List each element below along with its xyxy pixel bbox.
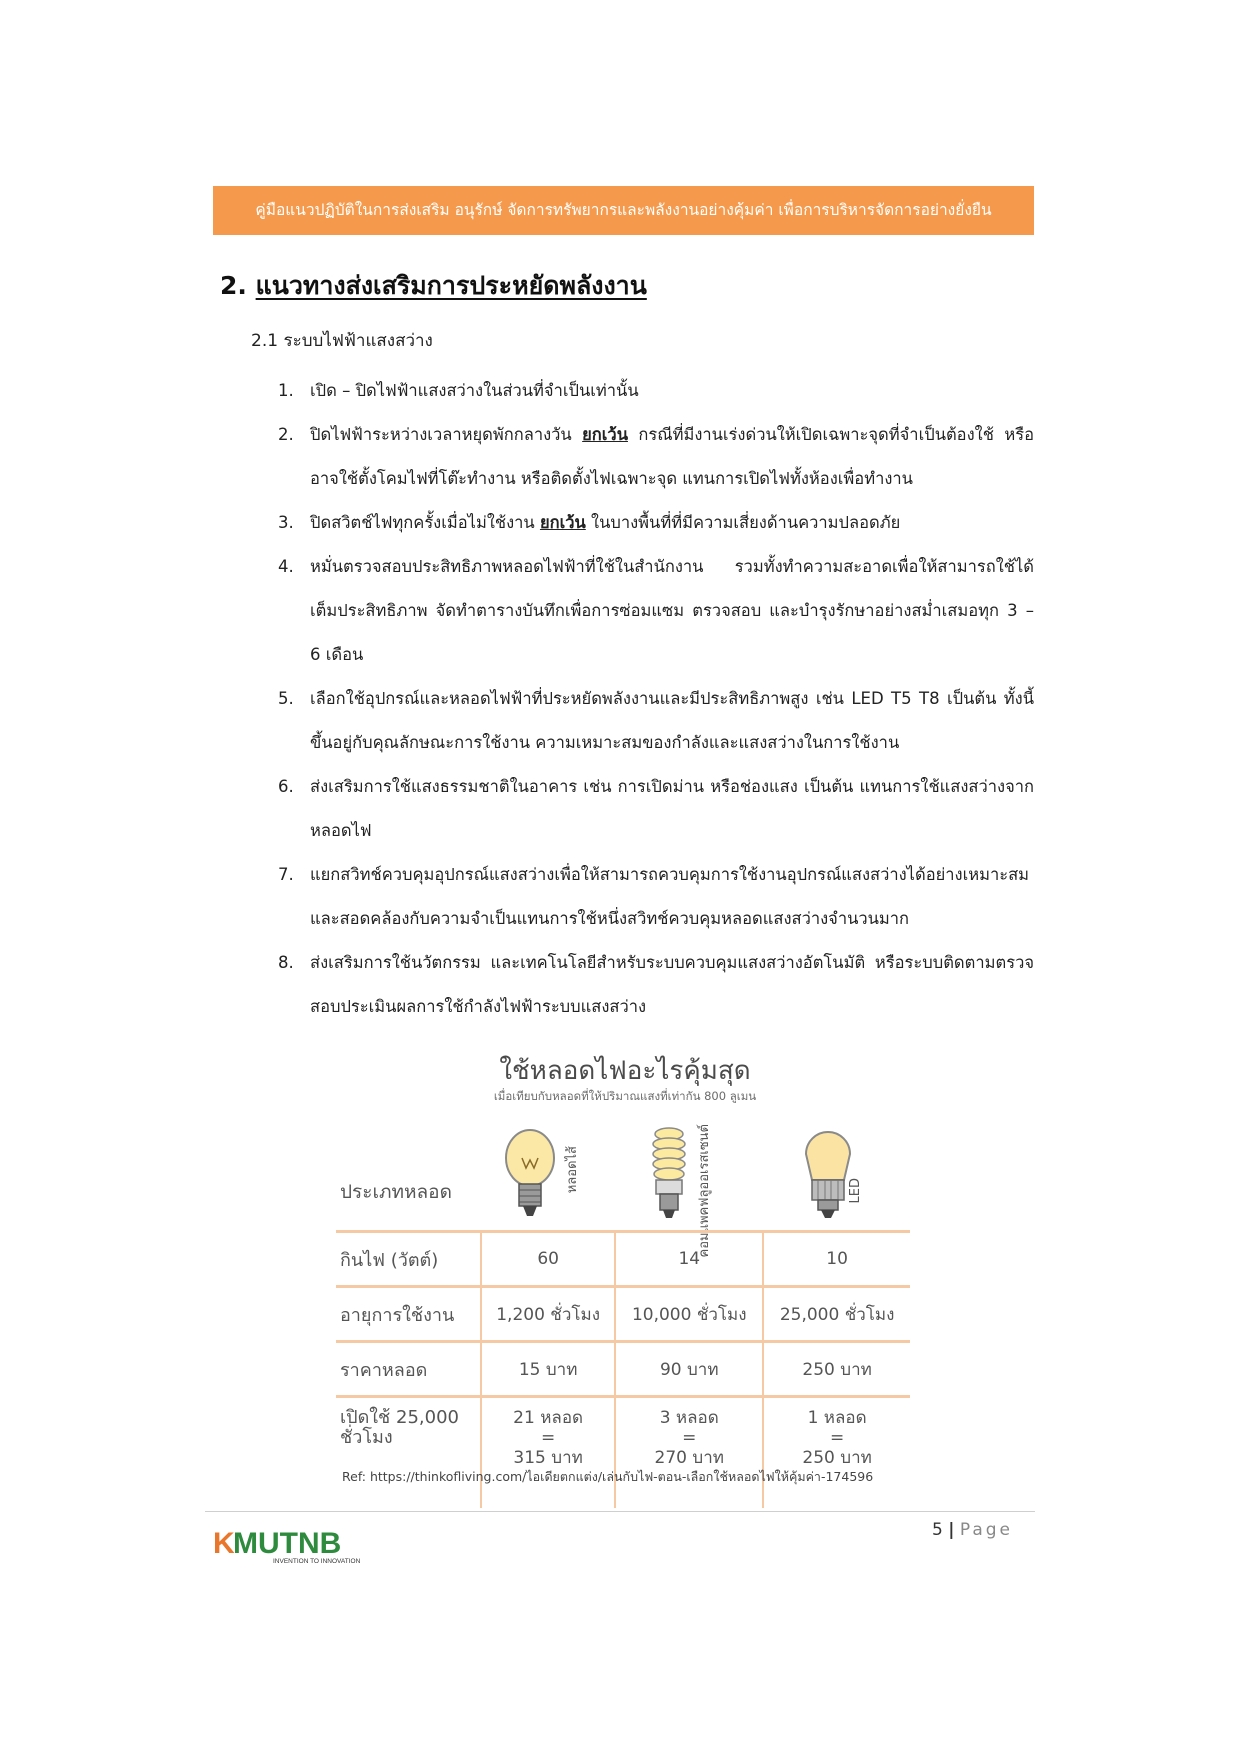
bulb-label-incandescent: หลอดไส้ (565, 1146, 580, 1194)
table-row: อายุการใช้งาน 1,200 ชั่วโมง 10,000 ชั่วโมง 25,000 ชั่วโมง (336, 1287, 910, 1342)
figure-subtitle: เมื่อเทียบกับหลอดที่ให้ปริมาณแสงที่เท่ากัน 800 ลูเมน (493, 1089, 757, 1103)
guideline-list (278, 369, 1034, 1029)
header-banner: คู่มือแนวปฏิบัติในการส่งเสริม อนุรักษ์ จัดการทรัพยากรและพลังงานอย่างคุ้มค่า เพื่อการบริหารจัดการอย่างยั่งยืน (213, 186, 1034, 235)
emphasis-text: ยกเว้น (582, 425, 628, 444)
list-item: 7. แยกสวิทช์ควบคุมอุปกรณ์แสงสว่างเพื่อให้สามารถควบคุมการใช้งานอุปกรณ์แสงสว่างได้อย่างเหมาะสมและสอดคล้องกับความจำเป็นแทนการใช้หนึ่งสวิทช์ควบคุมหลอดแสงสว่างจำนวนมาก (278, 865, 1030, 928)
emphasis-text: ยกเว้น (539, 513, 586, 532)
bulb-label-led: LED (848, 1178, 863, 1204)
table-row: ราคาหลอด 15 บาท 90 บาท 250 บาท (336, 1342, 910, 1397)
figure-reference: Ref: https://thinkofliving.com/ไอเดียตกแต่ง/เล่นกับไฟ-ตอน-เลือกใช้หลอดไฟให้คุ้มค่า-174596 (342, 1469, 874, 1484)
list-item: 1. เปิด – ปิดไฟฟ้าแสงสว่างในส่วนที่จำเป็นเท่านั้น (278, 381, 639, 400)
list-item: 2. ปิดไฟฟ้าระหว่างเวลาหยุดพักกลางวัน ยกเว้น กรณีที่มีงานเร่งด่วนให้เปิดเฉพาะจุดที่จำเป็นต้องใช้ หรืออาจใช้ตั้งโคมไฟที่โต๊ะทำงาน หรือติดตั้งไฟเฉพาะจุด แทนการเปิดไฟทั้งห้องเพื่อทำงาน (278, 425, 1034, 488)
table-row: เปิดใช้ 25,000 ชั่วโมง 21 หลอด = 315 บาท 3 หลอด = 270 บาท 1 หลอด = 250 บาท (336, 1397, 910, 1509)
list-item: 6. ส่งเสริมการใช้แสงธรรมชาติในอาคาร เช่น การเปิดม่าน หรือช่องแสง เป็นต้น แทนการใช้แสงสว่างจากหลอดไฟ (278, 777, 1034, 840)
kmutnb-logo (213, 1527, 383, 1565)
cfl-bulb-icon (644, 1124, 694, 1224)
bulb-type-label: ประเภทหลอด (340, 1181, 452, 1203)
subsection-heading: 2.1 ระบบไฟฟ้าแสงสว่าง (251, 331, 433, 351)
list-item: 3. ปิดสวิตช์ไฟทุกครั้งเมื่อไม่ใช้งาน ยกเว้น ในบางพื้นที่ที่มีความเสี่ยงด้านความปลอดภัย (278, 513, 901, 532)
led-bulb-icon (798, 1124, 858, 1224)
bulb-label-cfl: คอมแพคฟลูออเรสเซนต์ (697, 1124, 712, 1258)
svg-text:INVENTION TO INNOVATION: INVENTION TO INNOVATION (273, 1558, 361, 1565)
list-item: 4. หมั่นตรวจสอบประสิทธิภาพหลอดไฟฟ้าที่ใช้ในสำนักงาน รวมทั้งทำความสะอาดเพื่อให้สามารถใช้ได้เต็มประสิทธิภาพ จัดทำตารางบันทึกเพื่อการซ่อมแซม ตรวจสอบ และบำรุงรักษาอย่างสม่ำเสมอทุก 3 – 6 เดือน (278, 557, 1034, 664)
incandescent-bulb-icon (500, 1124, 560, 1224)
footer-divider (205, 1511, 1035, 1512)
list-item: 5. เลือกใช้อุปกรณ์และหลอดไฟฟ้าที่ประหยัดพลังงานและมีประสิทธิภาพสูง เช่น LED T5 T8 เป็นต้น ทั้งนี้ขึ้นอยู่กับคุณลักษณะการใช้งาน ความเหมาะสมของกำลังและแสงสว่างในการใช้งาน (278, 689, 1034, 752)
svg-text:K: K (213, 1527, 235, 1560)
figure-title: ใช้หลอดไฟอะไรคุ้มสุด (499, 1056, 751, 1086)
bulb-comparison-figure (330, 1050, 920, 1495)
section-title: แนวทางส่งเสริมการประหยัดพลังงาน (255, 271, 647, 300)
list-item: 8. ส่งเสริมการใช้นวัตกรรม และเทคโนโลยีสำหรับระบบควบคุมแสงสว่างอัตโนมัติ หรือระบบติดตามตรวจสอบประเมินผลการใช้กำลังไฟฟ้าระบบแสงสว่าง (278, 953, 1034, 1016)
table-row: กินไฟ (วัตต์) 60 14 10 (336, 1232, 910, 1287)
section-heading (220, 266, 647, 306)
page-number: 5 | Page (932, 1520, 1014, 1540)
section-number: 2. (220, 271, 247, 300)
svg-text:MUTNB: MUTNB (233, 1527, 342, 1560)
